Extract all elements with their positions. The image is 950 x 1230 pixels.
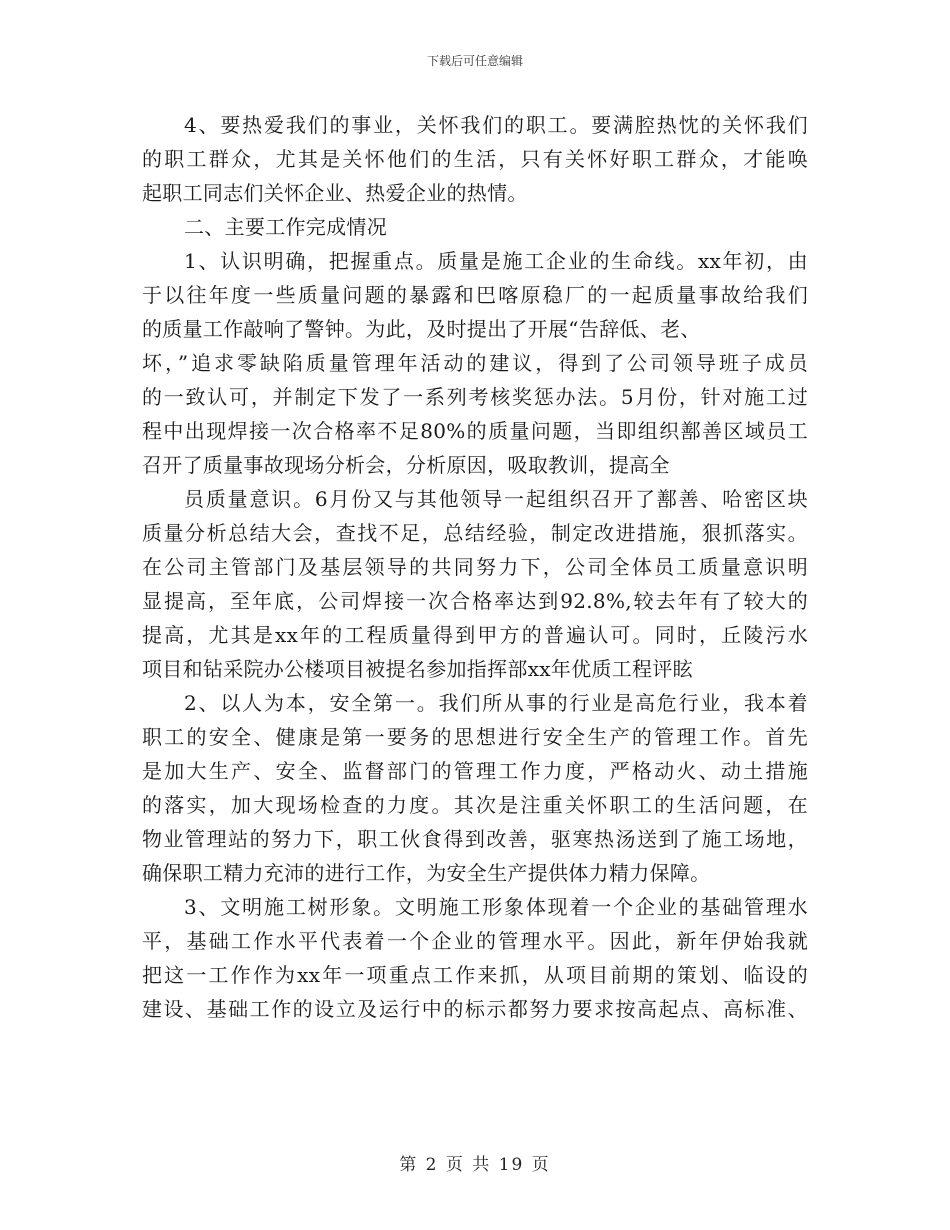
text-line: 二、主要工作完成情况 — [184, 215, 387, 239]
text-line: 于以往年度一些质量问题的暴露和巴喀原稳厂的一起质量事故给我们 — [142, 283, 808, 307]
text-line: 坏，”追求零缺陷质量管理年活动的建议，得到了公司领导班子成员 — [142, 351, 808, 375]
text-line: 显提高，至年底，公司焊接一次合格率达到92.8%,较去年有了较大的 — [142, 589, 808, 613]
text-line: 1、认识明确，把握重点。质量是施工企业的生命线。xx年初，由 — [184, 249, 808, 273]
paragraph-quality-continued — [142, 482, 808, 686]
text-line: 职工的安全、健康是第一要务的思想进行安全生产的管理工作。首先 — [142, 725, 808, 749]
text-line: 把这一工作作为xx年一项重点工作来抓，从项目前期的策划、临设的 — [142, 963, 808, 987]
section-heading-main-work — [142, 210, 808, 244]
document-body — [142, 108, 808, 1026]
page-header-note: 下载后可任意编辑 — [426, 54, 523, 68]
text-line: 的职工群众，尤其是关怀他们的生活，只有关怀好职工群众，才能唤 — [142, 147, 808, 171]
text-line: 起职工同志们关怀企业、热爱企业的热情。 — [142, 181, 528, 205]
text-line: 提高，尤其是xx年的工程质量得到甲方的普遍认可。同时，丘陵污水 — [142, 623, 808, 647]
text-line: 4、要热爱我们的事业，关怀我们的职工。要满腔热忱的关怀我们 — [184, 113, 808, 137]
text-line: 3、文明施工树形象。文明施工形象体现着一个企业的基础管理水 — [184, 895, 808, 919]
text-line: 2、以人为本，安全第一。我们所从事的行业是高危行业，我本着 — [184, 691, 808, 715]
text-line: 平，基础工作水平代表着一个企业的管理水平。因此，新年伊始我就 — [142, 929, 808, 953]
text-line: 的质量工作敲响了警钟。为此，及时提出了开展“告辞低、老、 — [142, 317, 701, 341]
text-line: 确保职工精力充沛的进行工作，为安全生产提供体力精力保障。 — [142, 861, 711, 885]
text-line: 建设、基础工作的设立及运行中的标示都努力要求按高起点、高标准、 — [142, 997, 808, 1021]
text-line: 召开了质量事故现场分析会，分析原因，吸取教训，提高全 — [142, 453, 670, 477]
text-line: 在公司主管部门及基层领导的共同努力下，公司全体员工质量意识明 — [142, 555, 808, 579]
page-number-footer: 第 2 页 共 19 页 — [399, 1155, 551, 1175]
paragraph-1-quality — [142, 244, 808, 482]
text-line: 物业管理站的努力下，职工伙食得到改善，驱寒热汤送到了施工场地， — [142, 827, 808, 851]
text-line: 质量分析总结大会，查找不足，总结经验，制定改进措施，狠抓落实。 — [142, 521, 808, 545]
text-line: 员质量意识。6月份又与其他领导一起组织召开了鄯善、哈密区块 — [184, 487, 808, 511]
text-line: 的一致认可，并制定下发了一系列考核奖惩办法。5月份，针对施工过 — [142, 385, 808, 409]
paragraph-3-civilized-construction — [142, 890, 808, 1026]
paragraph-4-love-career — [142, 108, 808, 210]
text-line: 项目和钻采院办公楼项目被提名参加指挥部xx年优质工程评眩 — [142, 657, 693, 681]
text-line: 程中出现焊接一次合格率不足80%的质量问题，当即组织鄯善区域员工 — [142, 419, 808, 443]
paragraph-2-safety — [142, 686, 808, 890]
text-line: 的落实，加大现场检查的力度。其次是注重关怀职工的生活问题，在 — [142, 793, 808, 817]
text-line: 是加大生产、安全、监督部门的管理工作力度，严格动火、动土措施 — [142, 759, 808, 783]
